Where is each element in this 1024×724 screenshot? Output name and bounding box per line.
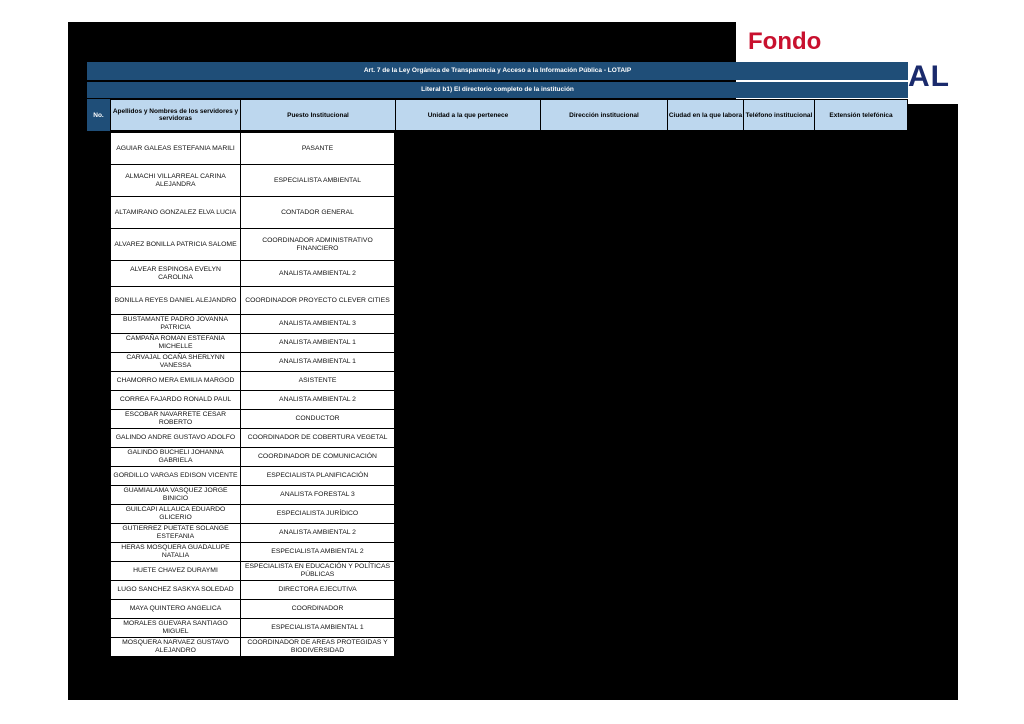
cell-position: COORDINADOR xyxy=(240,599,395,619)
header-position: Puesto Institucional xyxy=(240,99,396,131)
cell-employee-name: GALINDO BUCHELI JOHANNA GABRIELA xyxy=(110,447,241,467)
table-row xyxy=(110,618,395,638)
document-title: Art. 7 de la Ley Orgánica de Transparencia y Acceso a la Información Pública - LOTAIP xyxy=(87,62,908,80)
cell-employee-name: ALMACHI VILLARREAL CARINA ALEJANDRA xyxy=(110,164,241,197)
cell-position: ANALISTA AMBIENTAL 2 xyxy=(240,390,395,410)
table-row xyxy=(110,314,395,334)
table-row xyxy=(110,352,395,372)
cell-employee-name: HERAS MOSQUERA GUADALUPE NATALIA xyxy=(110,542,241,562)
header-unit: Unidad a la que pertenece xyxy=(395,99,541,131)
table-row xyxy=(110,228,395,261)
table-row xyxy=(110,637,395,657)
cell-employee-name: AGUIAR GALEAS ESTEFANIA MARILI xyxy=(110,132,241,165)
cell-employee-name: CAMPAÑA ROMAN ESTEFANIA MICHELLE xyxy=(110,333,241,353)
cell-position: ANALISTA AMBIENTAL 1 xyxy=(240,333,395,353)
cell-position: DIRECTORA EJECUTIVA xyxy=(240,580,395,600)
cell-position: ESPECIALISTA PLANIFICACIÓN xyxy=(240,466,395,486)
cell-position: ANALISTA AMBIENTAL 2 xyxy=(240,260,395,287)
table-header xyxy=(87,99,908,131)
cell-position: ANALISTA FORESTAL 3 xyxy=(240,485,395,505)
table-row xyxy=(110,260,395,287)
cell-position: ANALISTA AMBIENTAL 2 xyxy=(240,523,395,543)
table-row xyxy=(110,447,395,467)
cell-position: COORDINADOR ADMINISTRATIVO FINANCIERO xyxy=(240,228,395,261)
table-row xyxy=(110,580,395,600)
cell-position: CONTADOR GENERAL xyxy=(240,196,395,229)
table-row xyxy=(110,333,395,353)
header-address: Dirección institucional xyxy=(540,99,668,131)
table-row xyxy=(110,371,395,391)
cell-employee-name: MOSQUERA NARVAEZ GUSTAVO ALEJANDRO xyxy=(110,637,241,657)
cell-employee-name: GUAMIALAMA VASQUEZ JORGE BINICIO xyxy=(110,485,241,505)
table-row xyxy=(110,132,395,165)
table-row xyxy=(110,196,395,229)
cell-position: ESPECIALISTA JURÍDICO xyxy=(240,504,395,524)
cell-position: COORDINADOR DE AREAS PROTEGIDAS Y BIODIVERSIDAD xyxy=(240,637,395,657)
cell-employee-name: HUETE CHAVEZ DURAYMI xyxy=(110,561,241,581)
table-row xyxy=(110,504,395,524)
header-phone: Teléfono institucional xyxy=(743,99,815,131)
table-row xyxy=(110,599,395,619)
cell-position: ANALISTA AMBIENTAL 1 xyxy=(240,352,395,372)
table-row xyxy=(110,466,395,486)
header-name: Apellidos y Nombres de los servidores y servidoras xyxy=(110,99,241,131)
cell-position: ESPECIALISTA AMBIENTAL 2 xyxy=(240,542,395,562)
logo-text-top: Fondo xyxy=(748,28,822,55)
cell-employee-name: GALINDO ANDRE GUSTAVO ADOLFO xyxy=(110,428,241,448)
cell-employee-name: LUGO SANCHEZ SASKYA SOLEDAD xyxy=(110,580,241,600)
cell-position: ASISTENTE xyxy=(240,371,395,391)
table-row xyxy=(110,523,395,543)
cell-position: ANALISTA AMBIENTAL 3 xyxy=(240,314,395,334)
logo-text-bottom: AL xyxy=(908,60,950,93)
cell-position: PASANTE xyxy=(240,132,395,165)
header-no: No. xyxy=(87,99,110,131)
document-subtitle: Literal b1) El directorio completo de la institución xyxy=(87,82,908,98)
cell-employee-name: CARVAJAL OCAÑA SHERLYNN VANESSA xyxy=(110,352,241,372)
cell-employee-name: ALVEAR ESPINOSA EVELYN CAROLINA xyxy=(110,260,241,287)
cell-employee-name: CHAMORRO MERA EMILIA MARGOD xyxy=(110,371,241,391)
header-ext: Extensión telefónica xyxy=(814,99,908,131)
table-row xyxy=(110,428,395,448)
cell-employee-name: BUSTAMANTE PADRO JOVANNA PATRICIA xyxy=(110,314,241,334)
cell-position: CONDUCTOR xyxy=(240,409,395,429)
header-city: Ciudad en la que labora xyxy=(667,99,744,131)
cell-position: COORDINADOR DE COBERTURA VEGETAL xyxy=(240,428,395,448)
table-row xyxy=(110,409,395,429)
cell-position: COORDINADOR PROYECTO CLEVER CITIES xyxy=(240,286,395,315)
table-row xyxy=(110,164,395,197)
cell-employee-name: MAYA QUINTERO ANGELICA xyxy=(110,599,241,619)
cell-employee-name: ESCOBAR NAVARRETE CESAR ROBERTO xyxy=(110,409,241,429)
cell-employee-name: ALTAMIRANO GONZALEZ ELVA LUCIA xyxy=(110,196,241,229)
cell-position: ESPECIALISTA EN EDUCACIÓN Y POLÍTICAS PÚBLICAS xyxy=(240,561,395,581)
cell-employee-name: CORREA FAJARDO RONALD PAUL xyxy=(110,390,241,410)
table-row xyxy=(110,542,395,562)
table-row xyxy=(110,390,395,410)
cell-employee-name: GORDILLO VARGAS EDISON VICENTE xyxy=(110,466,241,486)
cell-position: ESPECIALISTA AMBIENTAL 1 xyxy=(240,618,395,638)
table-row xyxy=(110,286,395,315)
cell-employee-name: ALVAREZ BONILLA PATRICIA SALOME xyxy=(110,228,241,261)
cell-employee-name: MORALES GUEVARA SANTIAGO MIGUEL xyxy=(110,618,241,638)
cell-employee-name: GUTIERREZ PUETATE SOLANGE ESTEFANIA xyxy=(110,523,241,543)
cell-position: COORDINADOR DE COMUNICACIÓN xyxy=(240,447,395,467)
cell-position: ESPECIALISTA AMBIENTAL xyxy=(240,164,395,197)
table-row xyxy=(110,485,395,505)
cell-employee-name: GUILCAPI ALLAUCA EDUARDO GLICERIO xyxy=(110,504,241,524)
table-row xyxy=(110,561,395,581)
cell-employee-name: BONILLA REYES DANIEL ALEJANDRO xyxy=(110,286,241,315)
